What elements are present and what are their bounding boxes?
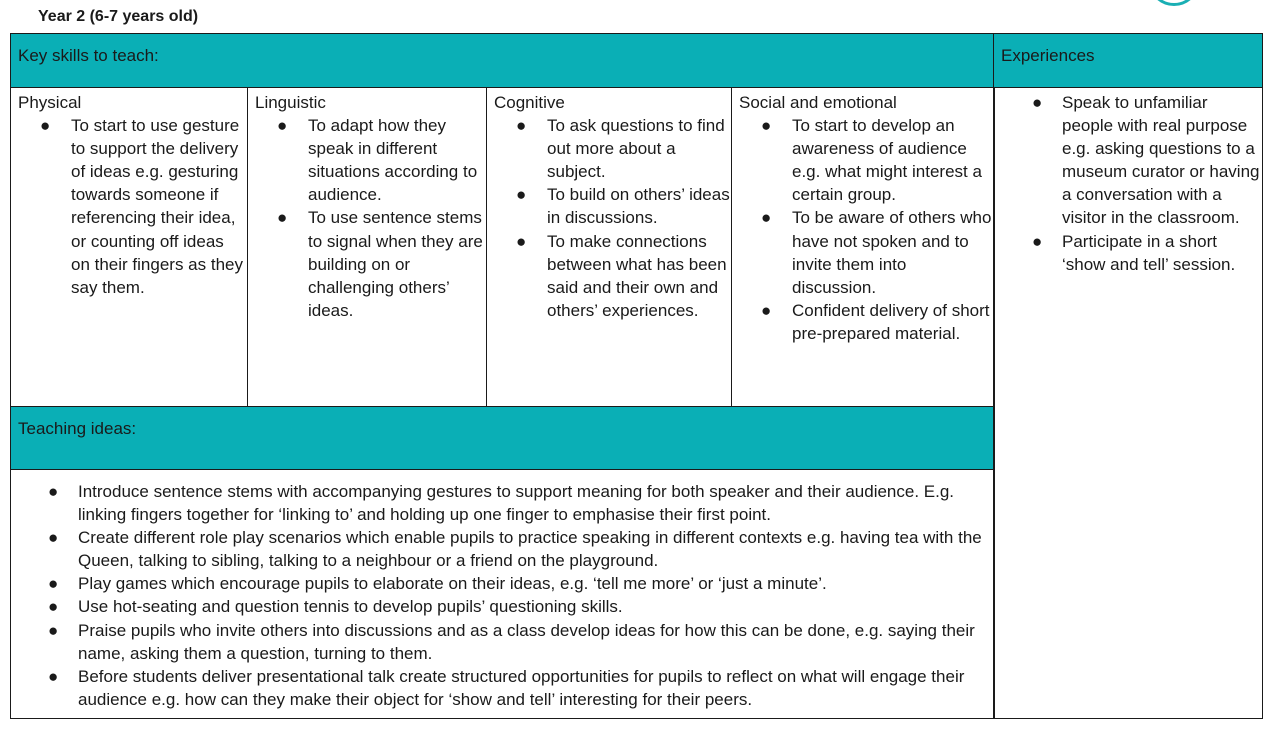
bullet-icon: ● (516, 231, 527, 251)
skill-column-title: Social and emotional (739, 93, 897, 112)
experiences-heading: Experiences (1001, 46, 1095, 65)
experiences-header (994, 34, 1262, 88)
skill-column-social-emotional (732, 88, 994, 407)
curriculum-table (10, 33, 1263, 719)
list-item (248, 114, 486, 206)
bullet-icon: ● (48, 620, 59, 640)
list-item (732, 206, 993, 298)
bullet-icon: ● (761, 116, 772, 136)
list-item-text: To use sentence stems to signal when they are building on or challenging others’ ideas. (308, 208, 483, 320)
bullet-icon: ● (48, 666, 59, 686)
skill-list (11, 114, 247, 299)
list-item (995, 230, 1262, 276)
teaching-ideas-header (11, 407, 994, 470)
key-skills-heading: Key skills to teach: (18, 46, 159, 65)
list-item-text: To be aware of others who have not spoken and to invite them into discussion. (792, 208, 992, 297)
skill-column-title: Physical (18, 93, 82, 112)
list-item-text: Introduce sentence stems with accompanying gestures to support meaning for both speaker and their audience. E.g. linking fingers together for ‘linking to’ and holding up one finger to emphasise their first point. (78, 482, 955, 525)
bullet-icon: ● (277, 116, 288, 136)
teaching-ideas-heading: Teaching ideas: (18, 419, 137, 438)
bullet-icon: ● (516, 185, 527, 205)
bullet-icon: ● (48, 574, 59, 594)
list-item-text: Speak to unfamiliar people with real purpose e.g. asking questions to a museum curator or having a conversation with a visitor in the classroom. (1062, 93, 1260, 228)
list-item-text: To build on others’ ideas in discussions. (547, 185, 730, 228)
skill-list (248, 114, 486, 322)
bullet-icon: ● (761, 208, 772, 228)
logo-circle-icon (1148, 0, 1200, 6)
key-skills-header (11, 34, 994, 88)
bullet-icon: ● (48, 482, 59, 501)
list-item (248, 206, 486, 321)
bullet-icon: ● (1032, 231, 1043, 251)
list-item (11, 619, 993, 665)
list-item-text: Play games which encourage pupils to elaborate on their ideas, e.g. ‘tell me more’ or ‘just a minute’. (78, 574, 827, 594)
list-item (11, 114, 247, 299)
list-item-text: To start to use gesture to support the delivery of ideas e.g. gesturing towards someone if referencing their idea, or counting off ideas on their fingers as they say them. (71, 116, 243, 297)
list-item (11, 526, 993, 572)
bullet-icon: ● (277, 208, 288, 228)
list-item-text: Praise pupils who invite others into discussions and as a class develop ideas for how this can be done, e.g. saying their name, asking them a question, turning to them. (78, 620, 975, 663)
bullet-icon: ● (761, 300, 772, 320)
list-item (487, 114, 731, 183)
list-item (11, 665, 993, 711)
list-item-text: To adapt how they speak in different situations according to audience. (308, 116, 478, 205)
bullet-icon: ● (516, 116, 527, 136)
list-item-text: Confident delivery of short pre-prepared material. (792, 300, 990, 343)
bullet-icon: ● (40, 116, 51, 136)
skill-list (732, 114, 993, 345)
list-item (995, 91, 1262, 230)
teaching-ideas-content (11, 470, 994, 718)
list-item (11, 480, 993, 526)
teaching-ideas-list (11, 470, 993, 711)
list-item (487, 183, 731, 229)
experiences-content (994, 88, 1262, 718)
list-item-text: To start to develop an awareness of audience e.g. what might interest a certain group. (792, 116, 982, 205)
skill-column-linguistic (248, 88, 487, 407)
list-item-text: Create different role play scenarios which enable pupils to practice speaking in different contexts e.g. having tea with the Queen, talking to sibling, talking to a neighbour or a friend on the playground. (78, 528, 982, 571)
bullet-icon: ● (48, 597, 59, 617)
skill-column-cognitive (487, 88, 732, 407)
page-title: Year 2 (6-7 years old) (38, 8, 199, 25)
skill-list (487, 114, 731, 322)
list-item-text: Participate in a short ‘show and tell’ session. (1062, 231, 1236, 274)
skill-column-physical (11, 88, 248, 407)
list-item (487, 230, 731, 322)
list-item (11, 595, 993, 618)
skill-column-title: Cognitive (494, 93, 565, 112)
list-item-text: Before students deliver presentational talk create structured opportunities for pupils to reflect on what will engage their audience e.g. how can they make their object for ‘show and tell’ interesting for their peers. (78, 666, 965, 709)
list-item (732, 299, 993, 345)
experiences-list (995, 88, 1262, 276)
list-item-text: Use hot-seating and question tennis to develop pupils’ questioning skills. (78, 597, 623, 617)
bullet-icon: ● (1032, 93, 1043, 112)
list-item (732, 114, 993, 206)
skill-column-title: Linguistic (255, 93, 326, 112)
list-item-text: To make connections between what has been said and their own and others’ experiences. (547, 231, 727, 320)
bullet-icon: ● (48, 528, 59, 548)
list-item-text: To ask questions to find out more about a subject. (547, 116, 725, 182)
list-item (11, 572, 993, 595)
